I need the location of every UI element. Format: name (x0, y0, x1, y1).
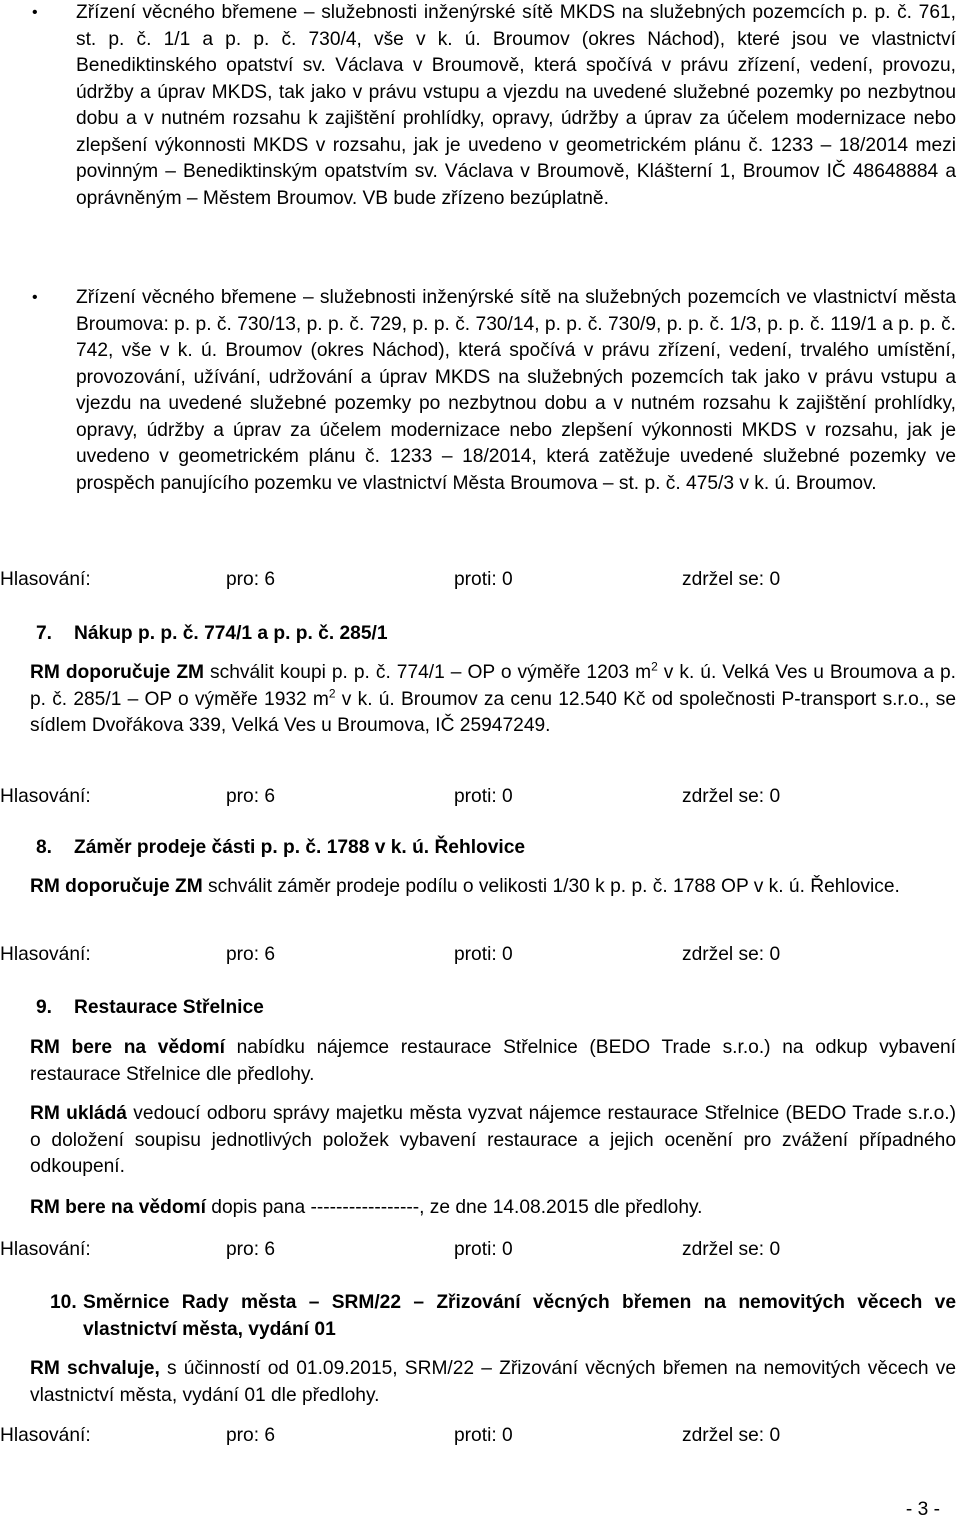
resolution-paragraph (0, 1356, 960, 1409)
resolution-verb: RM bere na vědomí (30, 1197, 206, 1218)
section-title: Restaurace Střelnice (74, 997, 264, 1018)
superscript: 2 (328, 686, 336, 701)
section-title: Nákup p. p. č. 774/1 a p. p. č. 285/1 (74, 623, 388, 644)
vote-zdrzel: zdržel se: 0 (682, 1425, 781, 1446)
vote-pro: pro: 6 (226, 1425, 276, 1446)
vote-line (0, 567, 780, 594)
section-number: 7. (36, 623, 53, 644)
vote-proti: proti: 0 (454, 569, 513, 590)
resolution-verb: RM doporučuje (30, 876, 170, 897)
resolution-verb: RM schvaluje, (30, 1358, 160, 1379)
section-heading (0, 1290, 960, 1343)
vote-label: Hlasování: (0, 786, 91, 807)
resolution-body: ZM (174, 876, 203, 897)
page-number: - 3 - (905, 1499, 940, 1520)
vote-pro: pro: 6 (226, 1239, 276, 1260)
resolution-text: v k. ú. Broumov za cenu 12.540 Kč od společnosti P-transport s.r.o., se sídlem Dvořákova 339, Velká Ves u Broumova, IČ 25947249. (30, 688, 956, 736)
resolution-paragraph (0, 874, 960, 901)
section-title: Záměr prodeje části p. p. č. 1788 v k. ú. Řehlovice (74, 837, 526, 858)
vote-line (0, 942, 780, 969)
section-title: Směrnice Rady města – SRM/22 – Zřizování věcných břemen na nemovitých věcech ve vlastnictví města, vydání 01 (83, 1292, 956, 1340)
resolution-text: schválit koupi p. p. č. 774/1 – OP o výměře 1203 m (204, 662, 652, 683)
vote-proti: proti: 0 (454, 1425, 513, 1446)
bullet-text: Zřízení věcného břemene – služebnosti inženýrské sítě MKDS na služebných pozemcích p. p. č. 761, st. p. č. 1/1 a p. p. č. 730/4, vše v k. ú. Broumov (okres Náchod), které jsou ve vlastnictví Benediktinského opatství sv. Václava v Broumově, která spočívá v právu zřízení, vedení, provozu, údržby a úprav MKDS, tak jako v právu vstupu a vjezdu na uvedené služebné pozemky po nezbytnou dobu a v nutném rozsahu k zajištění prohlídky, opravy, údržby a úprav za účelem modernizace nebo zlepšení výkonnosti MKDS v rozsahu, jak je uvedeno v geometrickém plánu č. 1233 – 18/2014 mezi povinným – Benediktinským opatstvím sv. Václava v Broumově, Klášterní 1, Broumov IČ 48648884 a oprávněným – Městem Broumov. VB bude zřízeno bezúplatně. (76, 2, 956, 209)
vote-label: Hlasování: (0, 944, 91, 965)
resolution-paragraph (0, 1195, 960, 1222)
resolution-text: dopis pana -----------------, ze dne 14.08.2015 dle předlohy. (205, 1197, 703, 1218)
vote-zdrzel: zdržel se: 0 (682, 569, 781, 590)
section-heading (0, 621, 388, 648)
vote-proti: proti: 0 (454, 944, 513, 965)
vote-pro: pro: 6 (226, 569, 276, 590)
resolution-verb: RM doporučuje (30, 662, 171, 683)
vote-proti: proti: 0 (454, 786, 513, 807)
resolution-text: vedoucí odboru správy majetku města vyzvat nájemce restaurace Střelnice (BEDO Trade s.r.o.) o doložení soupisu jednotlivých položek vybavení restaurace a jejich ocenění pro zvážení případného odkoupení. (30, 1103, 956, 1177)
section-number: 9. (36, 997, 53, 1018)
superscript: 2 (651, 659, 658, 674)
list-item (0, 285, 960, 497)
resolution-verb: RM bere na vědomí (30, 1037, 225, 1058)
section-number: 10. (50, 1292, 77, 1313)
section-number: 8. (36, 837, 53, 858)
resolution-paragraph (0, 1101, 960, 1181)
resolution-paragraph (0, 660, 960, 740)
resolution-verb: RM ukládá (30, 1103, 127, 1124)
section-heading (0, 835, 525, 862)
vote-label: Hlasování: (0, 569, 91, 590)
vote-label: Hlasování: (0, 1239, 91, 1260)
vote-line (0, 784, 780, 811)
bullet-icon: • (32, 4, 38, 21)
bullet-text: Zřízení věcného břemene – služebnosti inženýrské sítě na služebných pozemcích ve vlastnictví města Broumova: p. p. č. 730/13, p. p. č. 729, p. p. č. 730/14, p. p. č. 730/9, p. p. č. 1/3, p. p. č. 119/1 a p. p. č. 742, vše v k. ú. Broumov (okres Náchod), která spočívá v právu zřízení, vedení, trvalého umístění, provozování, užívání, udržování a úprav MKDS na služebných pozemcích tak jako v právu vstupu a vjezdu na uvedené služebné pozemky po nezbytnou dobu a v nutném rozsahu k zajištění prohlídky, opravy, údržby a úprav za účelem modernizace nebo zlepšení výkonnosti MKDS v rozsahu, jak je uvedeno v geometrickém plánu č. 1233 – 18/2014, která zatěžuje uvedené služebné pozemky ve prospěch panujícího pozemku ve vlastnictví Města Broumova – st. p. č. 475/3 v k. ú. Broumov. (76, 287, 956, 494)
bullet-icon: • (32, 289, 38, 306)
resolution-body: ZM (176, 662, 205, 683)
vote-zdrzel: zdržel se: 0 (682, 944, 781, 965)
resolution-text: schválit záměr prodeje podílu o velikosti 1/30 k p. p. č. 1788 OP v k. ú. Řehlovice. (202, 876, 900, 897)
vote-proti: proti: 0 (454, 1239, 513, 1260)
resolution-text: nabídku nájemce restaurace Střelnice (BEDO Trade s.r.o.) na odkup vybavení restaurace Střelnice dle předlohy. (30, 1037, 956, 1085)
vote-zdrzel: zdržel se: 0 (682, 1239, 781, 1260)
vote-label: Hlasování: (0, 1425, 91, 1446)
vote-line (0, 1423, 780, 1450)
vote-line (0, 1237, 780, 1264)
section-heading (0, 995, 264, 1022)
vote-zdrzel: zdržel se: 0 (682, 786, 781, 807)
vote-pro: pro: 6 (226, 944, 276, 965)
list-item (0, 0, 960, 212)
vote-pro: pro: 6 (226, 786, 276, 807)
resolution-text: s účinností od 01.09.2015, SRM/22 – Zřizování věcných břemen na nemovitých věcech ve vlastnictví města, vydání 01 dle předlohy. (30, 1358, 956, 1406)
resolution-text: v k. ú. Velká Ves u Broumova a p. p. č. 285/1 – OP o výměře 1932 m (30, 662, 956, 710)
resolution-paragraph (0, 1035, 960, 1088)
